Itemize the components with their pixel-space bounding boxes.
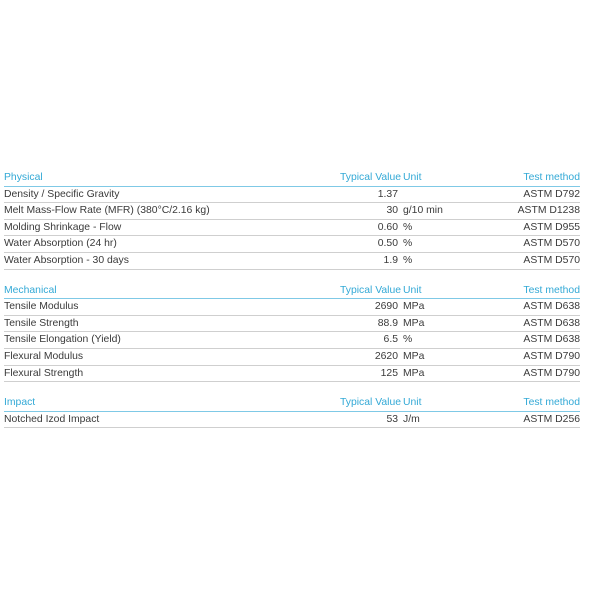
- row-test: ASTM D792: [523, 188, 580, 200]
- section-header: [4, 170, 580, 187]
- row-unit: MPa: [403, 301, 425, 313]
- header-unit: Unit: [403, 284, 422, 296]
- row-unit: MPa: [403, 317, 425, 329]
- row-test: ASTM D638: [523, 301, 580, 313]
- row-test: ASTM D570: [523, 238, 580, 250]
- row-value: 1.37: [377, 188, 398, 200]
- row-unit: MPa: [403, 367, 425, 379]
- row-value: 2620: [374, 350, 398, 362]
- header-test: Test method: [523, 284, 580, 296]
- table-row: [4, 332, 580, 349]
- section-physical: [4, 170, 580, 270]
- row-value: 2690: [374, 301, 398, 313]
- table-row: [4, 236, 580, 253]
- header-property: Impact: [4, 397, 36, 409]
- row-test: ASTM D256: [523, 413, 580, 425]
- header-property: Mechanical: [4, 284, 57, 296]
- row-property: Notched Izod Impact: [4, 413, 100, 425]
- header-unit: Unit: [403, 172, 422, 183]
- row-unit: g/10 min: [403, 205, 443, 217]
- properties-table: [4, 170, 580, 428]
- row-test: ASTM D955: [523, 221, 580, 233]
- row-value: 125: [380, 367, 398, 379]
- table-row: [4, 187, 580, 204]
- row-test: ASTM D638: [523, 334, 580, 346]
- table-row: [4, 316, 580, 333]
- row-property: Tensile Strength: [4, 317, 79, 329]
- header-test: Test method: [523, 397, 580, 409]
- section-impact: [4, 395, 580, 428]
- row-unit: [400, 187, 504, 204]
- table-row: [4, 299, 580, 316]
- section-mechanical: [4, 283, 580, 383]
- row-unit: %: [403, 334, 413, 346]
- row-test: ASTM D570: [523, 254, 580, 266]
- header-property: Physical: [4, 172, 43, 183]
- row-unit: %: [403, 221, 413, 233]
- header-unit: Unit: [403, 397, 422, 409]
- row-property: Water Absorption - 30 days: [4, 254, 129, 266]
- row-test: ASTM D638: [523, 317, 580, 329]
- row-unit: MPa: [403, 350, 425, 362]
- table-row: [4, 349, 580, 366]
- header-value: Typical Value: [340, 284, 402, 296]
- row-value: 0.60: [377, 221, 398, 233]
- table-row: [4, 253, 580, 270]
- row-property: Flexural Modulus: [4, 350, 84, 362]
- table-row: [4, 366, 580, 383]
- header-value: Typical Value: [340, 172, 402, 183]
- row-test: ASTM D1238: [517, 205, 580, 217]
- section-header: [4, 395, 580, 412]
- row-test: ASTM D790: [523, 350, 580, 362]
- table-row: [4, 220, 580, 237]
- header-value: Typical Value: [340, 397, 402, 409]
- row-value: 1.9: [383, 254, 398, 266]
- row-unit: %: [403, 238, 413, 250]
- row-value: 30: [386, 205, 398, 217]
- table-row: [4, 203, 580, 220]
- row-property: Tensile Elongation (Yield): [4, 334, 121, 346]
- row-property: Tensile Modulus: [4, 301, 79, 313]
- row-property: Density / Specific Gravity: [4, 188, 120, 200]
- header-test: Test method: [523, 172, 580, 183]
- row-property: Melt Mass-Flow Rate (MFR) (380°C/2.16 kg): [4, 205, 210, 217]
- row-property: Water Absorption (24 hr): [4, 238, 117, 250]
- section-header: [4, 283, 580, 300]
- row-unit: J/m: [403, 413, 420, 425]
- row-value: 6.5: [383, 334, 398, 346]
- table-row: [4, 412, 580, 429]
- row-property: Flexural Strength: [4, 367, 84, 379]
- row-unit: %: [403, 254, 413, 266]
- row-property: Molding Shrinkage - Flow: [4, 221, 122, 233]
- row-value: 0.50: [377, 238, 398, 250]
- row-test: ASTM D790: [523, 367, 580, 379]
- row-value: 88.9: [377, 317, 398, 329]
- row-value: 53: [386, 413, 398, 425]
